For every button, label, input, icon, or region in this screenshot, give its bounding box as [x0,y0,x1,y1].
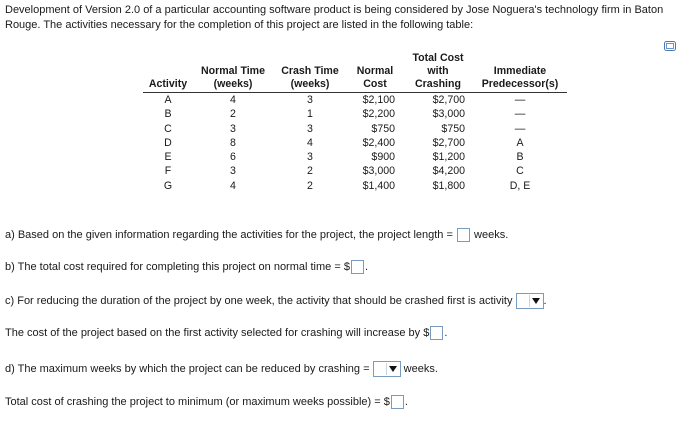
question-b-text: b) The total cost required for completing this project on normal time = $ [5,260,350,273]
question-a-text: a) Based on the given information regarding the activities for the project, the project length = [5,228,453,241]
header-normal-time-1: Normal Time [201,65,265,77]
header-predecessors-2: Predecessor(s) [473,78,567,93]
max-weeks-reduction-select[interactable] [373,361,401,377]
question-d [5,361,438,377]
table-row [143,150,567,164]
header-normal-time-2: (weeks) [193,78,273,93]
problem-intro: Development of Version 2.0 of a particular accounting software product is being considered by Jose Noguera's technology firm in Baton Rouge. The activities necessary for the completion of this project are listed in the following table: [5,4,664,31]
predecessors-cell: — [514,94,526,106]
crash-time-cell: 3 [307,122,313,135]
total-cost-cell: $1,200 [432,151,465,164]
normal-cost-cell: $2,400 [362,136,395,149]
total-cost-cell: $3,000 [432,108,465,121]
predecessors-cell: C [516,165,524,178]
header-total-cost-2: with [427,65,449,77]
activity-cell: E [164,151,172,164]
activity-cell: B [164,108,172,121]
activities-table [143,52,567,193]
activity-cell: C [164,122,172,135]
total-cost-cell: $4,200 [432,165,465,178]
crash-time-cell: 1 [307,108,313,121]
crash-time-cell: 2 [307,165,313,178]
table-row [143,93,567,108]
predecessors-cell: — [514,122,526,135]
question-b [5,260,368,274]
normal-cost-cell: $2,200 [362,108,395,121]
header-activity: Activity [143,78,193,93]
predecessors-cell: D, E [509,179,531,192]
normal-time-cell: 6 [230,151,236,164]
crash-time-cell: 2 [307,179,313,192]
header-crash-time-2: (weeks) [273,78,347,93]
normal-time-cell: 3 [230,122,236,135]
table-row [143,107,567,121]
crash-time-cell: 4 [307,136,313,149]
project-length-input[interactable] [457,228,470,242]
header-normal-cost-2: Cost [347,78,403,93]
normal-cost-cell: $900 [371,151,395,164]
question-a-suffix: weeks. [474,228,509,241]
predecessors-cell: — [514,108,526,121]
crash-time-cell: 3 [307,94,313,106]
activity-cell: D [164,136,172,149]
normal-cost-cell: $2,100 [362,94,395,106]
predecessors-cell: A [516,136,524,149]
normal-time-cell: 4 [230,179,236,192]
total-cost-cell: $750 [441,122,465,135]
header-crash-time-1: Crash Time [281,65,339,77]
header-normal-cost-1: Normal [356,65,394,77]
header-total-cost-1: Total Cost [412,52,464,64]
header-total-cost-3: Crashing [403,78,473,93]
question-a [5,228,508,242]
normal-time-cell: 3 [230,165,236,178]
table-row [143,179,567,193]
total-cost-cell: $2,700 [432,136,465,149]
total-cost-cell: $1,800 [432,179,465,192]
question-c [5,293,547,309]
activity-cell: F [164,165,172,178]
normal-time-cell: 4 [230,94,236,106]
first-crash-activity-select[interactable] [516,293,544,309]
activity-cell: G [163,179,173,192]
normal-cost-cell: $750 [371,122,395,135]
crash-cost-increase-input[interactable] [430,326,443,340]
normal-cost-cell: $1,400 [362,179,395,192]
table-row [143,164,567,178]
question-c2 [5,326,447,340]
chevron-down-icon [386,363,399,375]
copy-icon[interactable] [664,41,676,51]
table-row [143,136,567,150]
total-crash-cost-input[interactable] [391,395,404,409]
predecessors-cell: B [516,151,524,164]
question-c-text: c) For reducing the duration of the project by one week, the activity that should be crashed first is activity [5,294,513,307]
normal-time-cell: 2 [230,108,236,121]
question-d-text: d) The maximum weeks by which the project can be reduced by crashing = [5,362,370,375]
activity-cell: A [164,94,172,106]
question-c2-text: The cost of the project based on the first activity selected for crashing will increase by $ [5,326,430,339]
question-e-text: Total cost of crashing the project to minimum (or maximum weeks possible) = $ [5,395,390,408]
normal-cost-cell: $3,000 [362,165,395,178]
crash-time-cell: 3 [307,151,313,164]
normal-time-cell: 8 [230,136,236,149]
total-cost-cell: $2,700 [432,94,465,106]
question-e [5,395,408,409]
table-row [143,122,567,136]
normal-cost-input[interactable] [351,260,364,274]
question-d-suffix: weeks. [403,362,438,375]
header-predecessors-1: Immediate [493,65,547,77]
chevron-down-icon [529,295,542,307]
